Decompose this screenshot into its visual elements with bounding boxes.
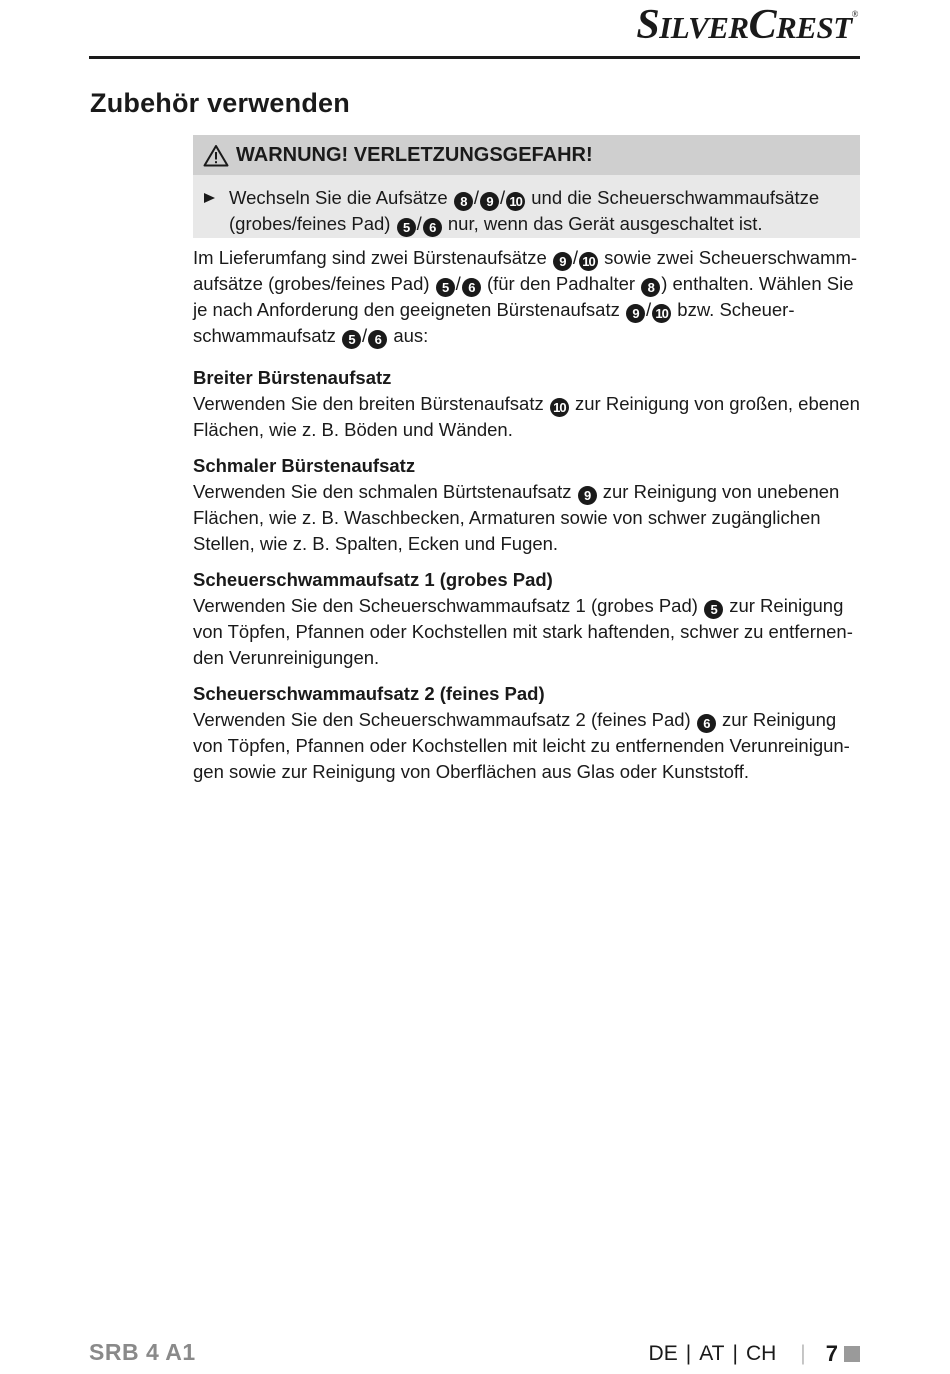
part-number-badge: 6: [368, 330, 387, 349]
brand-letters: ILVER: [659, 10, 749, 45]
section-heading: Scheuerschwammaufsatz 1 (grobes Pad): [193, 569, 553, 590]
slash: /: [646, 299, 652, 320]
section-heading: Scheuerschwammaufsatz 2 (feines Pad): [193, 683, 545, 704]
part-number-badge: 10: [579, 252, 598, 271]
text-run: Verwenden Sie den breiten Bürstenaufsatz: [193, 393, 544, 414]
section-coarse-pad: [193, 567, 863, 671]
header-rule: [89, 56, 860, 59]
slash: /: [473, 187, 479, 208]
slash: /: [416, 213, 422, 234]
text-run: bzw. Scheuer-schwammaufsatz: [193, 299, 795, 346]
part-number-badge: 6: [423, 218, 442, 237]
part-number-badge: 6: [697, 714, 716, 733]
part-number-badge: 9: [578, 486, 597, 505]
footer-separator: |: [732, 1342, 738, 1365]
brand-letter: S: [636, 2, 660, 48]
footer-model: SRB 4 A1: [89, 1339, 196, 1365]
text-run: nur, wenn das Gerät ausgeschaltet ist.: [447, 213, 763, 234]
text-run: Verwenden Sie den Scheuerschwammaufsatz 1 (grobes Pad): [193, 595, 698, 616]
registered-mark: ®: [851, 9, 858, 19]
text-run: sowie zwei Scheuerschwamm-aufsätze (grobes/feines Pad): [193, 247, 858, 294]
part-number-badge: 8: [454, 192, 473, 211]
section-fine-pad: [193, 681, 863, 785]
footer-lang: AT: [699, 1342, 725, 1365]
slash: /: [499, 187, 506, 208]
text-run: (für den Padhalter: [486, 273, 636, 294]
part-number-badge: 5: [436, 278, 455, 297]
text-run: ) enthalten. Wählen Sie je nach Anforderung den geeigneten Bürstenaufsatz: [193, 273, 854, 320]
text-run: Verwenden Sie den schmalen Bürtstenaufsatz: [193, 481, 572, 502]
part-number-badge: 10: [550, 398, 569, 417]
slash: /: [572, 247, 579, 268]
section-heading: Schmaler Bürstenaufsatz: [193, 455, 416, 476]
text-run: zur Reinigung von großen, ebenen Flächen, wie z. B. Böden und Wänden.: [193, 393, 860, 440]
warning-box: [193, 135, 860, 238]
brand-letter: C: [748, 2, 777, 48]
part-number-badge: 10: [506, 192, 525, 211]
warning-header: [193, 135, 860, 175]
part-number-badge: 8: [641, 278, 660, 297]
part-number-badge: 10: [652, 304, 671, 323]
text-run: zur Reinigung von Töpfen, Pfannen oder Kochstellen mit stark haftenden, schwer zu entfernen-den Verunreinigungen.: [193, 595, 853, 668]
square-marker-icon: [844, 1346, 860, 1362]
footer-lang: CH: [745, 1342, 777, 1365]
section-text: [193, 593, 863, 671]
footer-separator: |: [800, 1342, 806, 1365]
slash: /: [455, 273, 461, 294]
arrow-right-icon: [204, 193, 215, 203]
footer-lang: DE: [648, 1342, 678, 1365]
text-run: Im Lieferumfang sind zwei Bürstenaufsätze: [193, 247, 547, 268]
part-number-badge: 9: [480, 192, 499, 211]
page-number: 7: [825, 1341, 838, 1366]
slash: /: [362, 325, 368, 346]
section-heading: Breiter Bürstenaufsatz: [193, 367, 392, 388]
warning-triangle-icon: [203, 144, 229, 167]
part-number-badge: 9: [626, 304, 645, 323]
part-number-badge: 5: [397, 218, 416, 237]
part-number-badge: 5: [342, 330, 361, 349]
footer-right: [649, 1341, 860, 1367]
brand-logo: [636, 4, 858, 46]
text-run: zur Reinigung von unebenen Flächen, wie z. B. Waschbecken, Armaturen sowie von schwer zugänglichen Stellen, wie z. B. Spalten, Ecken und Fugen.: [193, 481, 840, 554]
section-narrow-brush: [193, 453, 863, 557]
section-text: [193, 391, 863, 443]
part-number-badge: 9: [553, 252, 572, 271]
footer-separator: |: [685, 1342, 692, 1365]
text-run: Wechseln Sie die Aufsätze: [229, 187, 448, 208]
page-title: Zubehör verwenden: [90, 88, 350, 118]
section-text: [193, 479, 863, 557]
text-run: zur Reinigung von Töpfen, Pfannen oder Kochstellen mit leicht zu entfernenden Verunreinigun-gen sowie zur Reinigung von Oberflächen aus Glas oder Kunststoff.: [193, 709, 850, 782]
intro-paragraph: [193, 245, 863, 349]
text-run: aus:: [393, 325, 429, 346]
text-run: Verwenden Sie den Scheuerschwammaufsatz 2 (feines Pad): [193, 709, 691, 730]
text-run: und die Scheuerschwammaufsätze (grobes/feines Pad): [229, 187, 820, 234]
warning-text: [193, 175, 860, 237]
warning-title: WARNUNG! VERLETZUNGSGEFAHR!: [236, 143, 593, 166]
section-wide-brush: [193, 365, 863, 443]
part-number-badge: 6: [462, 278, 481, 297]
brand-letters: REST: [776, 10, 852, 45]
main-content: [193, 245, 863, 795]
part-number-badge: 5: [704, 600, 723, 619]
section-text: [193, 707, 863, 785]
